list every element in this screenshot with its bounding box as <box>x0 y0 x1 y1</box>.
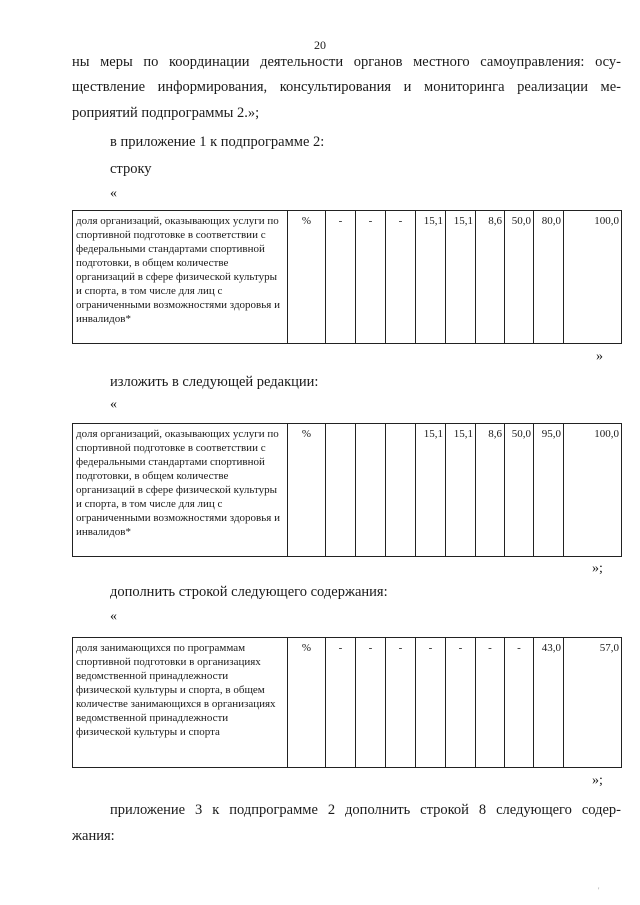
appendix3-line-2: жания: <box>72 828 115 844</box>
table1-value: - <box>386 211 416 344</box>
open-quote-2: « <box>110 397 117 412</box>
table1-description: доля организаций, оказывающих услуги по спортивной подготовке в соответствии с федеральными стандартами спортивной подготовки, в общем количестве организаций в сфере физической культуры и спорта, в том числе для лиц с ограниченными возможностями здоровья и инвалидов* <box>73 211 288 344</box>
table3-value: 57,0 <box>564 638 622 768</box>
table-row-original <box>72 210 622 344</box>
table1-value: - <box>326 211 356 344</box>
table3-value: 43,0 <box>534 638 564 768</box>
table2-value: 95,0 <box>534 424 564 557</box>
table-row-revised <box>72 423 622 557</box>
table2-value <box>356 424 386 557</box>
table1-value: 15,1 <box>416 211 446 344</box>
table2-value <box>386 424 416 557</box>
appendix3-line-1: приложение 3 к подпрограмме 2 дополнить строкой 8 следующего содер- <box>110 802 621 818</box>
table3-description: доля занимающихся по программам спортивной подготовки в организациях ведомственной принадлежности физической культуры и спорта, в общем количестве занимающихся в организациях ведомственной принадлежности физической культуры и спорта <box>73 638 288 768</box>
page-number: 20 <box>314 38 326 52</box>
table2-unit: % <box>288 424 326 557</box>
table3-value: - <box>505 638 534 768</box>
close-quote-2: »; <box>592 561 603 576</box>
table1-value: 50,0 <box>505 211 534 344</box>
table2-value: 15,1 <box>416 424 446 557</box>
table1-value: 8,6 <box>476 211 505 344</box>
table2-value: 8,6 <box>476 424 505 557</box>
table1-value: 80,0 <box>534 211 564 344</box>
open-quote-1: « <box>110 186 117 201</box>
table2-value: 100,0 <box>564 424 622 557</box>
close-quote-3: »; <box>592 773 603 788</box>
intro-line-3: роприятий подпрограммы 2.»; <box>72 105 260 121</box>
table3-value: - <box>386 638 416 768</box>
table3-unit: % <box>288 638 326 768</box>
intro-line-2: ществление информирования, консультирования и мониторинга реализации ме- <box>72 79 621 95</box>
table1-value: 100,0 <box>564 211 622 344</box>
table1-value: 15,1 <box>446 211 476 344</box>
intro-line-1: ны меры по координации деятельности органов местного самоуправления: осу- <box>72 54 621 70</box>
table3-value: - <box>416 638 446 768</box>
table2-value <box>326 424 356 557</box>
stray-mark: ' <box>598 886 600 895</box>
table1-value: - <box>356 211 386 344</box>
table2-description: доля организаций, оказывающих услуги по спортивной подготовке в соответствии с федеральными стандартами спортивной подготовки, в общем количестве организаций в сфере физической культуры и спорта, в том числе для лиц с ограниченными возможностями здоровья и инвалидов* <box>73 424 288 557</box>
open-quote-3: « <box>110 609 117 624</box>
close-quote-1: » <box>596 349 603 364</box>
table2-value: 50,0 <box>505 424 534 557</box>
table1-unit: % <box>288 211 326 344</box>
restate-heading: изложить в следующей редакции: <box>110 374 319 390</box>
table3-value: - <box>446 638 476 768</box>
table-row-added <box>72 637 622 768</box>
supplement-heading: дополнить строкой следующего содержания: <box>110 584 388 600</box>
appendix1-heading: в приложение 1 к подпрограмме 2: <box>110 134 325 150</box>
table3-value: - <box>476 638 505 768</box>
table3-value: - <box>356 638 386 768</box>
table2-value: 15,1 <box>446 424 476 557</box>
table3-value: - <box>326 638 356 768</box>
row-word: строку <box>110 161 152 177</box>
